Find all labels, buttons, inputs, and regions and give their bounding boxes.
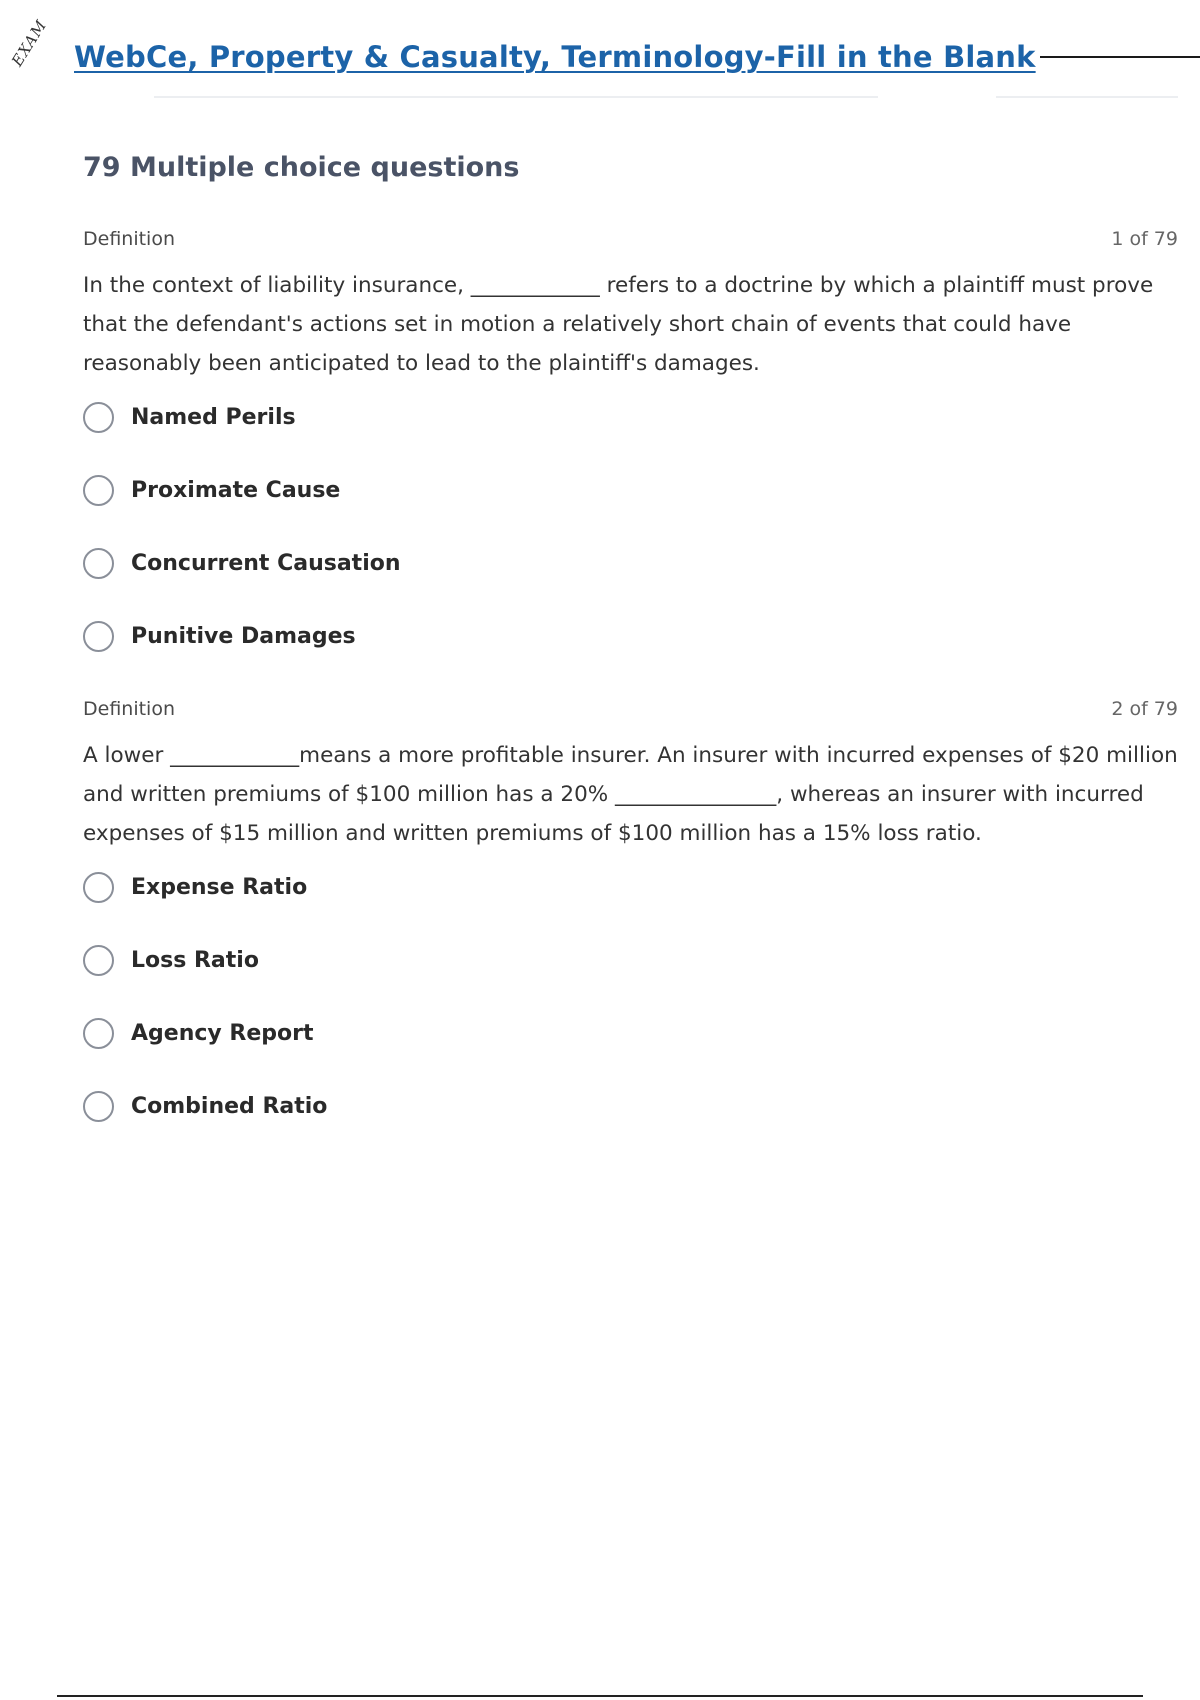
answer-option[interactable] [83,872,1178,945]
question-card [83,228,1178,694]
question-text: A lower ____________means a more profitable insurer. An insurer with incurred expenses of $20 million and written premiums of $100 million has a 20% _______________, whereas an insurer with incurred expenses of $15 million and written premiums of $100 million has a 15% loss ratio. [83,743,1178,846]
question-counter: 2 of 79 [1111,698,1178,720]
question-card [83,698,1178,1164]
radio-button[interactable] [83,1091,114,1122]
title-divider [1040,56,1200,58]
radio-button[interactable] [83,621,114,652]
answer-option-label[interactable]: Proximate Cause [131,478,341,503]
answer-option[interactable] [83,548,1178,621]
answer-options [83,402,1178,694]
page-footer-rule [57,1695,1143,1697]
radio-button[interactable] [83,402,114,433]
question-type-label: Definition [83,698,176,720]
answer-option-label[interactable]: Loss Ratio [131,948,259,973]
answer-option-label[interactable]: Named Perils [131,405,296,430]
answer-option[interactable] [83,621,1178,694]
exam-stamp: EXAM [8,16,51,70]
answer-option-label[interactable]: Agency Report [131,1021,314,1046]
header-divider-right [996,96,1178,98]
radio-button[interactable] [83,1018,114,1049]
radio-button[interactable] [83,872,114,903]
answer-option-label[interactable]: Expense Ratio [131,875,308,900]
answer-option[interactable] [83,1018,1178,1091]
header-divider-left [154,96,878,98]
answer-option[interactable] [83,402,1178,475]
answer-option-label[interactable]: Concurrent Causation [131,551,401,576]
question-meta [83,228,1178,254]
question-count-heading: 79 Multiple choice questions [83,152,520,183]
question-type-label: Definition [83,228,176,250]
radio-button[interactable] [83,548,114,579]
answer-option-label[interactable]: Punitive Damages [131,624,356,649]
radio-button[interactable] [83,475,114,506]
title-row [74,36,1144,80]
answer-option[interactable] [83,1091,1178,1164]
question-meta [83,698,1178,724]
document-title-link[interactable]: WebCe, Property & Casualty, Terminology-Fill in the Blank [74,40,1036,74]
answer-option[interactable] [83,475,1178,548]
answer-options [83,872,1178,1164]
question-counter: 1 of 79 [1111,228,1178,250]
answer-option[interactable] [83,945,1178,1018]
question-text: In the context of liability insurance, ____________ refers to a doctrine by which a plaintiff must prove that the defendant's actions set in motion a relatively short chain of events that could have reasonably been anticipated to lead to the plaintiff's damages. [83,273,1154,376]
radio-button[interactable] [83,945,114,976]
answer-option-label[interactable]: Combined Ratio [131,1094,328,1119]
